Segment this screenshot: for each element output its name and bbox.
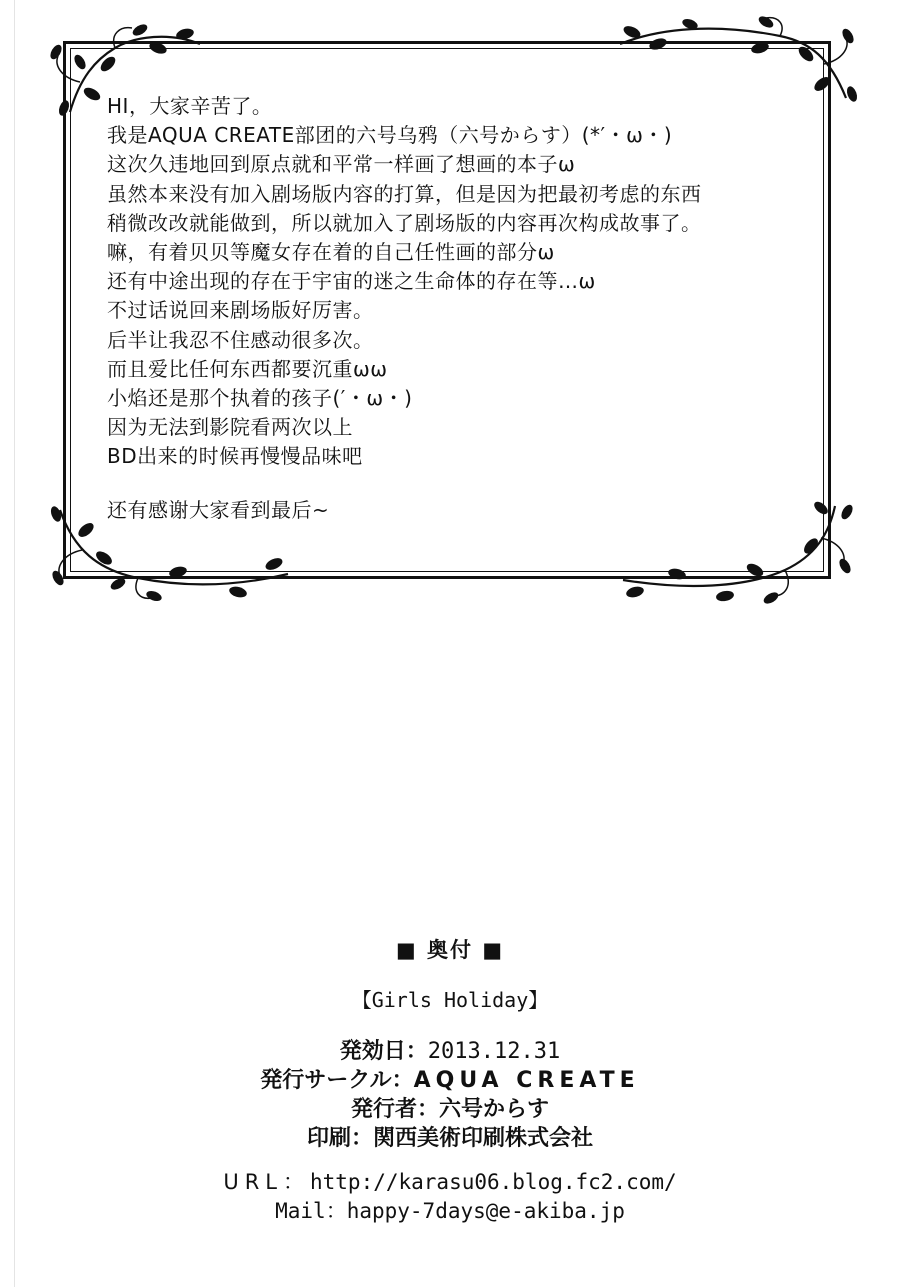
url-value[interactable]: http://karasu06.blog.fc2.com/ — [310, 1170, 677, 1194]
publisher-row — [0, 1095, 900, 1124]
release-date-row — [0, 1037, 900, 1066]
afterword-line: 这次久违地回到原点就和平常一样画了想画的本子ω — [107, 152, 576, 177]
printer-row — [0, 1124, 900, 1153]
mail-label: Mail： — [275, 1199, 347, 1223]
mail-row — [0, 1197, 900, 1226]
colophon-header: ■ 奥付 ■ — [395, 938, 505, 962]
circle-row — [0, 1066, 900, 1095]
afterword-line: 不过话说回来剧场版好厉害。 — [107, 298, 374, 323]
release-date-value: 2013.12.31 — [427, 1039, 561, 1064]
url-label: URL： — [223, 1170, 310, 1194]
release-date-label: 発効日： — [339, 1039, 428, 1064]
afterword-line: HI，大家辛苦了。 — [107, 94, 273, 118]
afterword-gap — [107, 471, 807, 496]
url-row — [0, 1168, 900, 1197]
printer-label: 印刷： — [306, 1126, 373, 1151]
publisher-label: 発行者： — [350, 1097, 439, 1122]
publication-info — [0, 1037, 900, 1153]
mail-value[interactable]: happy-7days@e-akiba.jp — [346, 1199, 625, 1223]
book-title: 【Girls Holiday】 — [351, 988, 549, 1012]
afterword-line: 我是AQUA CREATE部团的六号乌鸦（六号からす）(*′・ω・) — [107, 123, 673, 148]
afterword-line: 嘛，有着贝贝等魔女存在着的自己任性画的部分ω — [107, 239, 555, 264]
printer-value: 関西美術印刷株式会社 — [373, 1126, 594, 1151]
afterword-line: 稍微改改就能做到，所以就加入了剧场版的内容再次构成故事了。 — [107, 210, 702, 235]
circle-label: 発行サークル： — [260, 1068, 414, 1093]
publisher-value: 六号からす — [439, 1097, 550, 1122]
afterword-line: 虽然本来没有加入剧场版内容的打算，但是因为把最初考虑的东西 — [107, 181, 702, 206]
colophon — [0, 930, 900, 1226]
circle-value: AQUA CREATE — [413, 1068, 640, 1093]
contact-info — [0, 1168, 900, 1226]
afterword-line: 还有中途出现的存在于宇宙的迷之生命体的存在等…ω — [107, 269, 596, 294]
afterword-line: 后半让我忍不住感动很多次。 — [107, 327, 374, 352]
afterword-line: 小焰还是那个执着的孩子(′・ω・) — [107, 385, 413, 410]
afterword-line: 因为无法到影院看两次以上 — [107, 415, 353, 440]
afterword-line: 而且爱比任何东西都要沉重ωω — [107, 356, 388, 381]
afterword-text — [107, 92, 807, 526]
afterword-closing: 还有感谢大家看到最后~ — [107, 498, 330, 523]
afterword-line: BD出来的时候再慢慢品味吧 — [107, 444, 363, 469]
